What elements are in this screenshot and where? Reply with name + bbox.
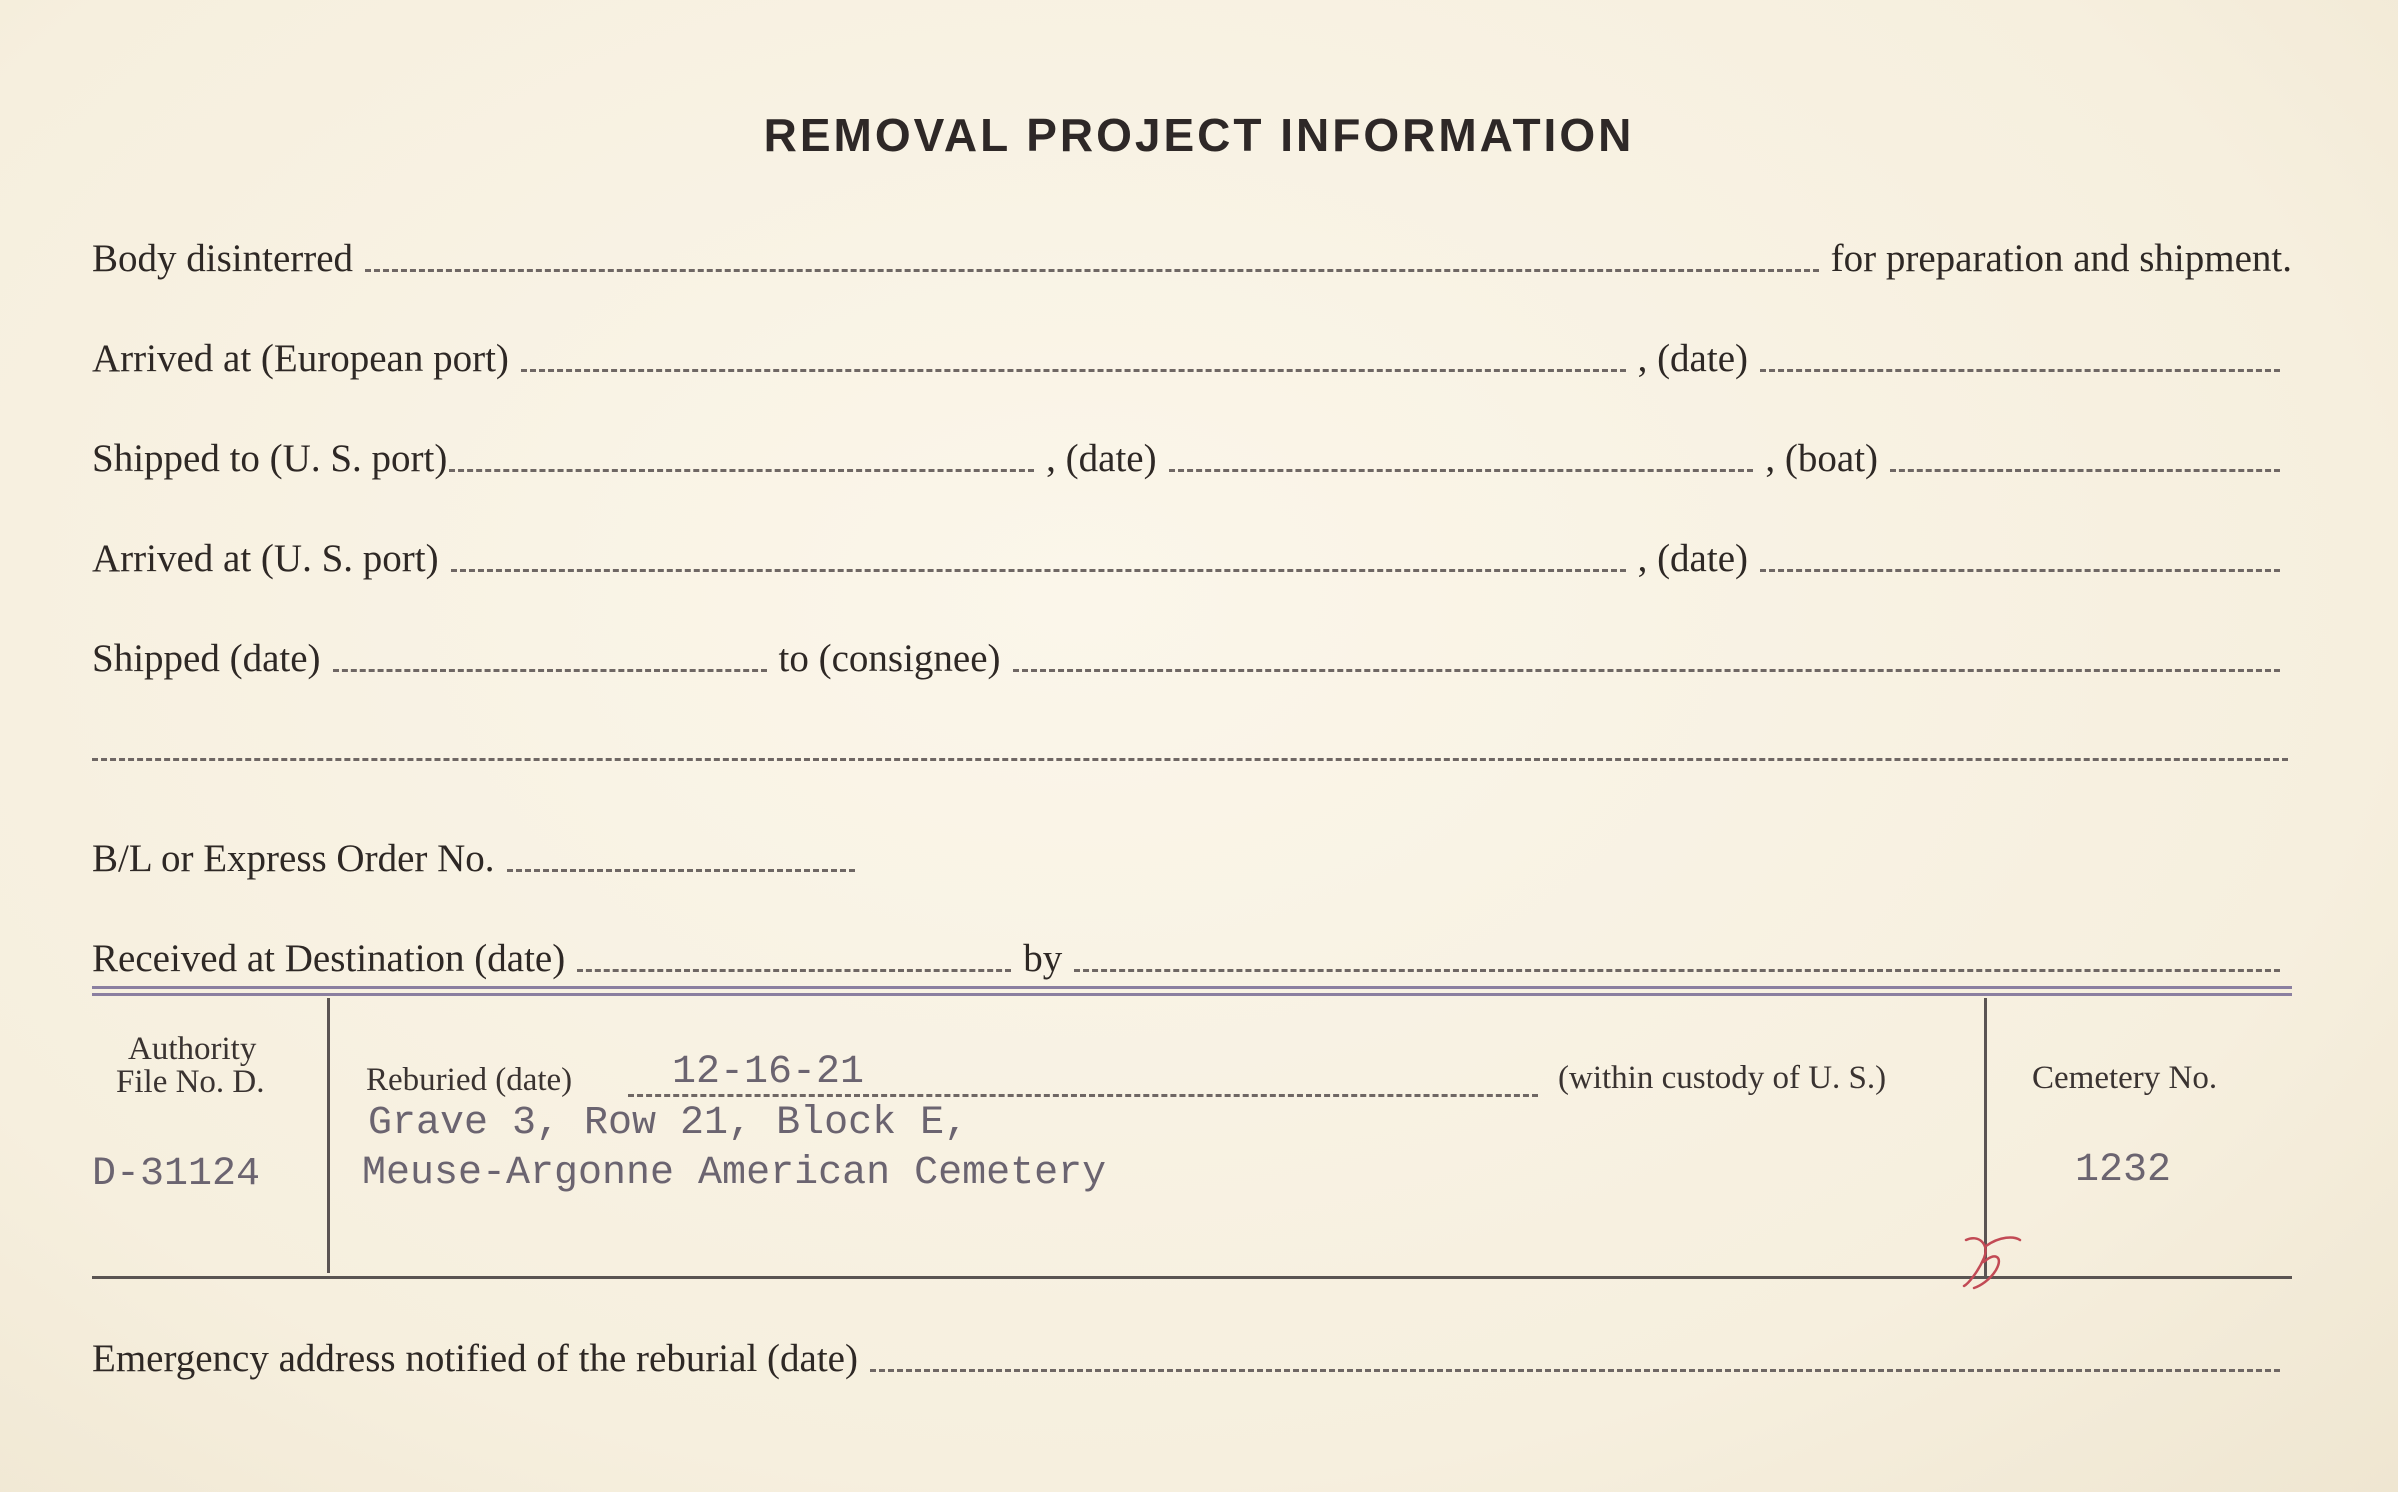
field-european-port[interactable] xyxy=(521,369,1626,372)
row-received-destination xyxy=(92,922,2292,978)
card-title-text: REMOVAL PROJECT INFORMATION xyxy=(763,109,1635,161)
field-european-date[interactable] xyxy=(1760,369,2280,372)
cemetery-no-label: Cemetery No. xyxy=(2032,1060,2218,1096)
cemetery-no-value: 1232 xyxy=(2075,1148,2172,1193)
label-for-preparation: for preparation and shipment. xyxy=(1830,237,2292,280)
cemetery-name-line: Meuse-Argonne American Cemetery xyxy=(362,1151,1107,1196)
field-body-disinterred[interactable] xyxy=(365,269,1819,272)
label-received-destination: Received at Destination (date) xyxy=(92,937,566,980)
authority-label-line-2: File No. D. xyxy=(116,1064,265,1100)
field-consignee[interactable] xyxy=(1013,669,2280,672)
field-received-by[interactable] xyxy=(1074,969,2280,972)
row-shipped-to-us xyxy=(92,422,2292,478)
field-arrived-us-date[interactable] xyxy=(1760,569,2280,572)
field-emergency-date[interactable] xyxy=(870,1369,2280,1372)
label-boat: , (boat) xyxy=(1765,437,1879,480)
field-shipped-date[interactable] xyxy=(333,669,767,672)
row-bl-order xyxy=(92,822,2292,878)
reburied-label: Reburied (date) xyxy=(366,1062,573,1098)
grave-location-line: Grave 3, Row 21, Block E, xyxy=(368,1101,969,1146)
label-body-disinterred: Body disinterred xyxy=(92,237,354,280)
field-bl-order[interactable] xyxy=(507,869,855,872)
row-emergency xyxy=(92,1322,2292,1378)
card-title xyxy=(0,108,2398,162)
column-divider-left xyxy=(327,998,330,1273)
row-shipped-date xyxy=(92,622,2292,678)
reburied-date-value: 12-16-21 xyxy=(672,1050,865,1095)
field-us-port[interactable] xyxy=(449,469,1034,472)
row-body-disinterred xyxy=(92,222,2292,278)
field-received-date[interactable] xyxy=(577,969,1011,972)
label-shipped-to-us: Shipped to (U. S. port) xyxy=(92,437,448,480)
label-by: by xyxy=(1023,937,1063,980)
label-to-consignee: to (consignee) xyxy=(778,637,1001,680)
field-us-ship-date[interactable] xyxy=(1169,469,1754,472)
row-arrived-european xyxy=(92,322,2292,378)
label-arrived-european: Arrived at (European port) xyxy=(92,337,509,380)
custody-label: (within custody of U. S.) xyxy=(1558,1060,1887,1096)
label-arrived-us: Arrived at (U. S. port) xyxy=(92,537,439,580)
field-consignee-continued[interactable] xyxy=(92,758,2288,761)
label-bl-order: B/L or Express Order No. xyxy=(92,837,495,880)
section-divider-top xyxy=(92,986,2292,996)
label-date-3: , (date) xyxy=(1637,537,1748,580)
handwritten-check-mark xyxy=(1956,1226,2036,1296)
label-date-1: , (date) xyxy=(1637,337,1748,380)
label-shipped-date: Shipped (date) xyxy=(92,637,321,680)
label-date-2: , (date) xyxy=(1046,437,1157,480)
field-boat[interactable] xyxy=(1890,469,2280,472)
field-arrived-us-port[interactable] xyxy=(451,569,1626,572)
row-arrived-us xyxy=(92,522,2292,578)
label-emergency: Emergency address notified of the reburial (date) xyxy=(92,1337,858,1380)
authority-file-number: D-31124 xyxy=(92,1152,261,1197)
authority-label-line-1: Authority xyxy=(128,1031,257,1067)
